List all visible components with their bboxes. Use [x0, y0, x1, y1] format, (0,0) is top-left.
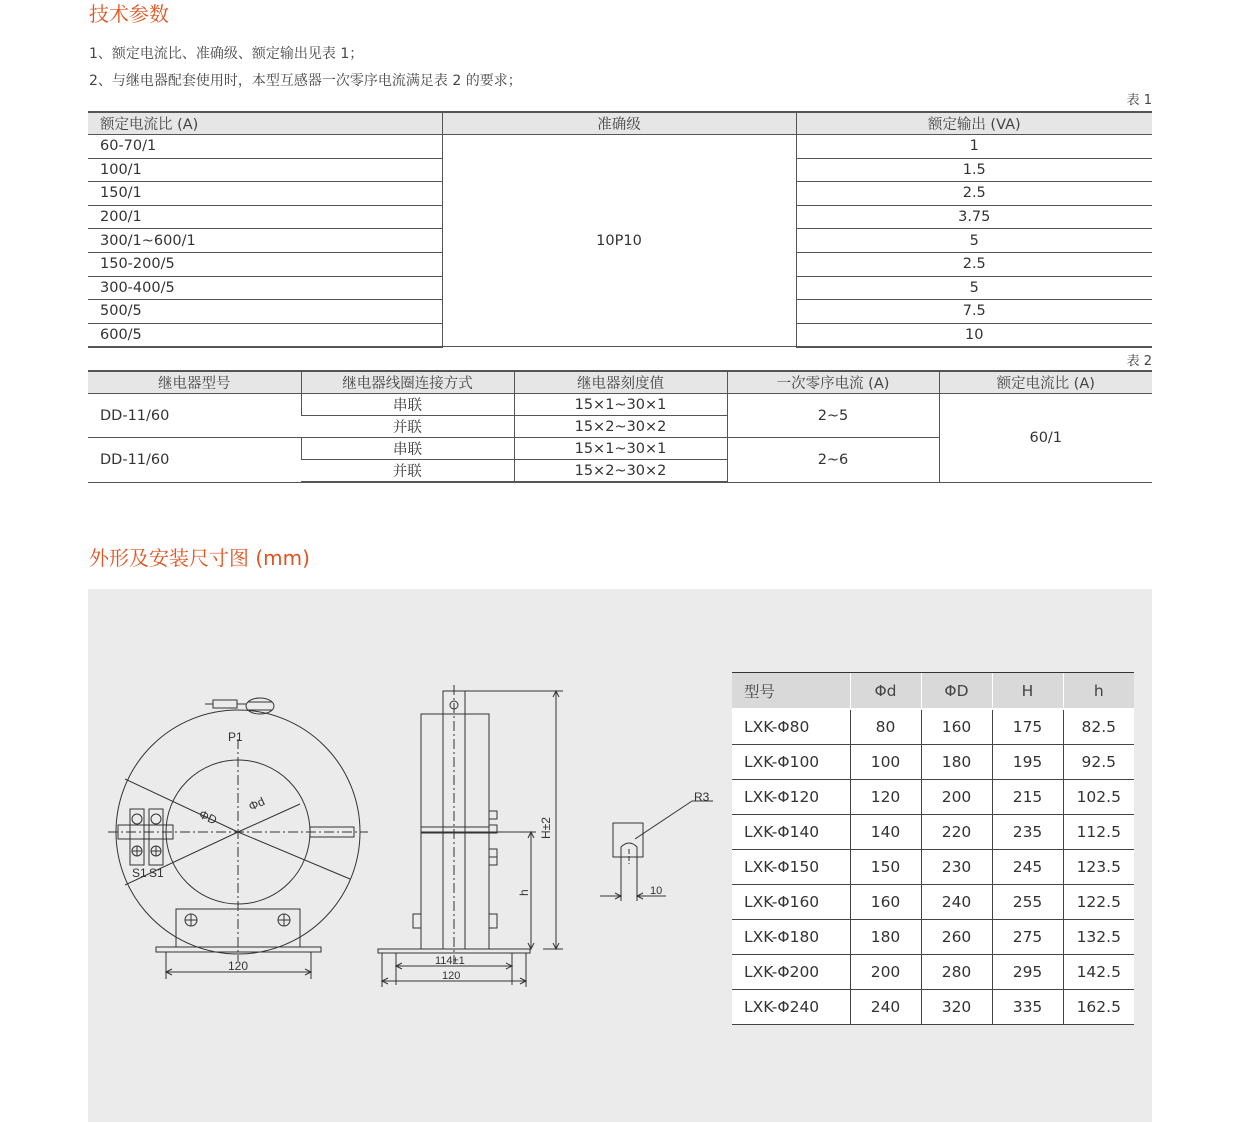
table2-cell-scale: 15×2~30×2 — [514, 416, 727, 438]
dims-cell-H: 335 — [992, 990, 1063, 1025]
table2-cell-model: DD-11/60 — [88, 394, 301, 438]
table2-row — [88, 394, 1152, 416]
dims-row — [732, 709, 1134, 745]
dims-header-model: 型号 — [732, 673, 850, 710]
table1-cell-output: 1.5 — [796, 158, 1152, 182]
dims-row — [732, 815, 1134, 850]
table2-cell-connection: 并联 — [301, 416, 514, 438]
table2-header-scale: 继电器刻度值 — [514, 371, 727, 394]
dims-cell-h: 82.5 — [1063, 709, 1134, 745]
dims-cell-model: LXK-Φ180 — [732, 920, 850, 955]
dims-cell-h: 162.5 — [1063, 990, 1134, 1025]
dims-cell-phi-D: 280 — [921, 955, 992, 990]
dims-cell-phi-D: 260 — [921, 920, 992, 955]
label-phi-d: Φd — [246, 794, 267, 814]
dims-row — [732, 885, 1134, 920]
table1-cell-output: 5 — [796, 229, 1152, 253]
table1-header-output: 额定输出 (VA) — [796, 112, 1152, 135]
table1-header-accuracy: 准确级 — [442, 112, 796, 135]
dims-cell-H: 215 — [992, 780, 1063, 815]
table1-cell-output: 2.5 — [796, 182, 1152, 206]
dims-cell-phi-d: 160 — [850, 885, 921, 920]
dims-cell-model: LXK-Φ160 — [732, 885, 850, 920]
table2-cell-connection: 串联 — [301, 438, 514, 460]
installation-drawing — [88, 589, 738, 1122]
dims-cell-h: 132.5 — [1063, 920, 1134, 955]
dims-row — [732, 990, 1134, 1025]
dims-row — [732, 955, 1134, 990]
dims-cell-h: 102.5 — [1063, 780, 1134, 815]
table2-cell-model: DD-11/60 — [88, 438, 301, 483]
label-s1-a: S1 — [132, 866, 147, 880]
table1-row — [88, 135, 1152, 159]
dims-cell-H: 175 — [992, 709, 1063, 745]
note-2: 2、与继电器配套使用时，本型互感器一次零序电流满足表 2 的要求； — [89, 73, 522, 89]
table1-cell-ratio: 150/1 — [88, 182, 442, 206]
dims-cell-model: LXK-Φ240 — [732, 990, 850, 1025]
table2-header-connection: 继电器线圈连接方式 — [301, 371, 514, 394]
dims-cell-H: 235 — [992, 815, 1063, 850]
label-w114: 114±1 — [435, 955, 465, 967]
table1-cell-output: 1 — [796, 135, 1152, 159]
label-h-small: h — [517, 889, 531, 896]
table2-cell-scale: 15×1~30×1 — [514, 394, 727, 416]
label-p1: P1 — [228, 730, 243, 744]
section-title-drawing: 外形及安装尺寸图 (mm) — [89, 546, 310, 570]
dims-row — [732, 745, 1134, 780]
section-title-tech: 技术参数 — [89, 2, 169, 26]
table1-cell-ratio: 100/1 — [88, 158, 442, 182]
table1-cell-output: 2.5 — [796, 252, 1152, 276]
dim-line-phi-d — [238, 804, 300, 832]
table2-cell-scale: 15×1~30×1 — [514, 438, 727, 460]
dims-cell-phi-d: 140 — [850, 815, 921, 850]
table2-header-current: 一次零序电流 (A) — [727, 371, 939, 394]
dims-header-H: H — [992, 673, 1063, 710]
table1-cell-ratio: 300/1~600/1 — [88, 229, 442, 253]
table2-caption: 表 2 — [1126, 354, 1152, 369]
dims-cell-model: LXK-Φ100 — [732, 745, 850, 780]
label-phi-D: ΦD — [196, 807, 220, 828]
dims-cell-phi-D: 240 — [921, 885, 992, 920]
label-w120-front: 120 — [228, 959, 249, 973]
note-1: 1、额定电流比、准确级、额定输出见表 1； — [89, 46, 364, 62]
dims-cell-phi-d: 80 — [850, 709, 921, 745]
table1-cell-ratio: 150-200/5 — [88, 252, 442, 276]
table2-cell-scale: 15×2~30×2 — [514, 460, 727, 483]
dims-cell-phi-d: 240 — [850, 990, 921, 1025]
table1-cell-ratio: 600/5 — [88, 323, 442, 347]
table1-cell-output: 10 — [796, 323, 1152, 347]
dims-cell-model: LXK-Φ140 — [732, 815, 850, 850]
table1 — [88, 111, 1152, 348]
table1-caption: 表 1 — [1126, 93, 1152, 108]
dims-cell-phi-d: 200 — [850, 955, 921, 990]
table2-cell-ratio: 60/1 — [939, 394, 1152, 483]
dims-cell-H: 295 — [992, 955, 1063, 990]
dims-cell-h: 122.5 — [1063, 885, 1134, 920]
table1-cell-ratio: 500/5 — [88, 300, 442, 324]
dims-header-phi-D: ΦD — [921, 673, 992, 710]
table2-cell-connection: 并联 — [301, 460, 514, 483]
dims-cell-h: 92.5 — [1063, 745, 1134, 780]
dims-cell-h: 142.5 — [1063, 955, 1134, 990]
label-w10: 10 — [650, 885, 663, 897]
dims-cell-H: 275 — [992, 920, 1063, 955]
dims-row — [732, 850, 1134, 885]
dims-cell-model: LXK-Φ150 — [732, 850, 850, 885]
table2-header-ratio: 额定电流比 (A) — [939, 371, 1152, 394]
dims-cell-phi-D: 220 — [921, 815, 992, 850]
label-s1-b: S1 — [149, 866, 164, 880]
table2-header-model: 继电器型号 — [88, 371, 301, 394]
dims-cell-model: LXK-Φ200 — [732, 955, 850, 990]
dims-cell-phi-D: 200 — [921, 780, 992, 815]
dims-cell-H: 245 — [992, 850, 1063, 885]
table1-cell-ratio: 60-70/1 — [88, 135, 442, 159]
table2-cell-current: 2~5 — [727, 394, 939, 438]
dims-cell-phi-d: 180 — [850, 920, 921, 955]
table2-cell-connection: 串联 — [301, 394, 514, 416]
label-h-total: H±2 — [539, 817, 553, 839]
label-r3: R3 — [694, 790, 710, 804]
dims-cell-phi-D: 180 — [921, 745, 992, 780]
label-w120-side: 120 — [442, 970, 461, 982]
table1-cell-ratio: 200/1 — [88, 205, 442, 229]
dims-row — [732, 920, 1134, 955]
dims-cell-h: 112.5 — [1063, 815, 1134, 850]
dims-header-h: h — [1063, 673, 1134, 710]
dims-cell-phi-D: 320 — [921, 990, 992, 1025]
table1-header-ratio: 额定电流比 (A) — [88, 112, 442, 135]
detail-r3 — [613, 823, 643, 857]
dims-cell-phi-D: 230 — [921, 850, 992, 885]
dims-cell-phi-D: 160 — [921, 709, 992, 745]
dims-header-phi-d: Φd — [850, 673, 921, 710]
dims-row — [732, 780, 1134, 815]
table1-cell-output: 7.5 — [796, 300, 1152, 324]
table1-cell-ratio: 300-400/5 — [88, 276, 442, 300]
dims-cell-phi-d: 150 — [850, 850, 921, 885]
dims-cell-model: LXK-Φ80 — [732, 709, 850, 745]
dimensions-table — [732, 672, 1134, 1025]
table2-cell-current: 2~6 — [727, 438, 939, 483]
table2 — [88, 370, 1152, 483]
table1-cell-output: 5 — [796, 276, 1152, 300]
dims-cell-H: 195 — [992, 745, 1063, 780]
table1-cell-output: 3.75 — [796, 205, 1152, 229]
dims-cell-model: LXK-Φ120 — [732, 780, 850, 815]
dims-cell-phi-d: 120 — [850, 780, 921, 815]
dims-cell-h: 123.5 — [1063, 850, 1134, 885]
table1-cell-accuracy: 10P10 — [442, 135, 796, 347]
dims-cell-H: 255 — [992, 885, 1063, 920]
dims-cell-phi-d: 100 — [850, 745, 921, 780]
